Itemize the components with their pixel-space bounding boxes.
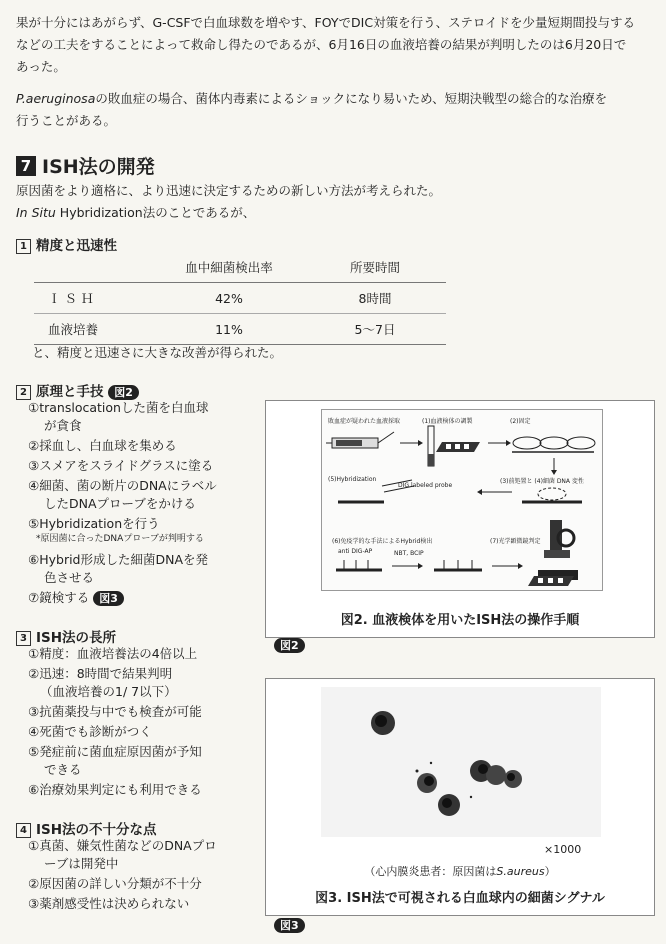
list-item: ⑤発症前に菌血症原因菌が予知	[28, 744, 202, 759]
subsection-2-heading	[16, 380, 139, 400]
arrow-icon	[400, 440, 423, 446]
subsection-number: 1	[16, 239, 31, 254]
table-cell: 5〜7日	[354, 322, 396, 337]
table-cell: ＩＳＨ	[48, 291, 98, 306]
arrow-icon	[492, 563, 523, 569]
micrograph-image	[321, 687, 601, 837]
list-item-cont: ーブは開発中	[44, 856, 119, 871]
fig3-label-badge: 図3	[274, 918, 305, 933]
section-title: ISH法の開発	[42, 156, 155, 178]
test-tube-icon	[428, 426, 434, 466]
intro-line-5: 行うことがある。	[16, 113, 117, 128]
list-item: ⑥治療効果判定にも利用できる	[28, 782, 202, 797]
list-item-text: ⑦鏡検する	[28, 590, 90, 605]
color-icon	[434, 560, 482, 570]
list-item-cont: （血液培養の1/ 7以下）	[40, 684, 177, 699]
fig3-magnification: ×1000	[544, 843, 582, 856]
section-7-line-1: 原因菌をより適格に、より迅速に決定するための新しい方法が考えられた。	[16, 183, 442, 198]
intro-line-2: などの工夫をすることによって救命し得たのであるが、6月16日の血液培養の結果が判明したのは6月20日で	[16, 37, 627, 52]
fig2-drawing	[322, 410, 602, 590]
s1-after-text: と、精度と迅速さに大きな改善が得られた。	[32, 345, 283, 360]
fig2-anti-label: anti DIG-AP	[338, 548, 373, 555]
intro-line-3: あった。	[16, 59, 66, 74]
arrow-left-icon	[477, 489, 512, 495]
fig2-label-badge: 図2	[274, 638, 305, 653]
intro-line-1: 果が十分にはあがらず、G-CSFで白血球数を増やす、FOYでDIC対策を行う、ステロイドを少量短期間投与する	[16, 15, 635, 30]
list-item	[28, 588, 124, 608]
table-row	[34, 314, 446, 345]
fig2-diagram	[321, 409, 603, 591]
section-7-heading	[16, 152, 155, 179]
organism-name: P.aeruginosa	[16, 91, 96, 106]
fig2-step-1: (1)血液検体の調製	[422, 418, 473, 425]
subsection-4-heading	[16, 818, 157, 838]
subsection-1-heading	[16, 234, 117, 254]
table-cell: 8時間	[358, 291, 392, 306]
subsection-number: 2	[16, 385, 31, 400]
table-header: 血中細菌検出率	[185, 260, 273, 275]
list-item: ②原因菌の詳しい分類が不十分	[28, 876, 202, 891]
subsection-title: ISH法の不十分な点	[36, 822, 157, 838]
list-item: ①真菌、嫌気性菌などのDNAプロ	[28, 838, 217, 853]
list-item: ③抗菌薬投与中でも検査が可能	[28, 704, 202, 719]
table-cell: 42%	[215, 290, 243, 306]
list-item: ④死菌でも診断がつく	[28, 724, 152, 739]
subsection-title: ISH法の長所	[36, 630, 117, 646]
list-item-cont: できる	[44, 762, 82, 777]
list-item: ②迅速：8時間で結果判明	[28, 666, 173, 681]
subsection-3-heading	[16, 626, 116, 646]
comparison-table	[34, 252, 446, 345]
list-item-cont: 色させる	[44, 570, 95, 585]
fig2-caption: 図2. 血液検体を用いたISH法の操作手順	[340, 613, 580, 628]
fig2-probe-label: DIG labeled probe	[398, 482, 453, 489]
subsection-number: 4	[16, 823, 31, 838]
fig2-badge: 図2	[108, 385, 139, 400]
fig3-patient-note	[266, 863, 654, 879]
fig2-nbt-label: NBT, BCIP	[394, 550, 424, 557]
detection-icon	[336, 560, 382, 570]
fig3-caption: 図3. ISH法で可視される白血球内の細菌シグナル	[315, 891, 605, 906]
arrow-icon	[392, 563, 423, 569]
intro-line-4-text: の敗血症の場合、菌体内毒素によるショックになり易いため、短期決戦型の総合的な治療を	[95, 91, 608, 106]
in-situ-text: In Situ	[16, 205, 56, 220]
table-header: 所要時間	[349, 260, 400, 275]
list-item: ①translocationした菌を白血球	[28, 400, 209, 415]
subsection-number: 3	[16, 631, 31, 646]
table-cell: 11%	[215, 321, 243, 337]
slide-icon	[528, 576, 574, 586]
fig2-step-5: (5)Hybridization	[328, 476, 377, 483]
fig2-step-3: (3)前処置と (4)細菌 DNA 変性	[500, 478, 584, 485]
list-item-note: *原因菌に合ったDNAプローブが判明する	[36, 534, 204, 544]
arrow-down-icon	[551, 458, 557, 475]
list-item: ②採血し、白血球を集める	[28, 438, 177, 453]
cells-icon	[512, 437, 595, 452]
fig3-badge: 図3	[93, 591, 124, 606]
fig2-step-0: 敗血症が疑われた血液採取	[328, 418, 401, 425]
subsection-title: 原理と手技	[36, 384, 104, 400]
slide-icon	[436, 442, 480, 452]
section-number: 7	[16, 156, 36, 176]
list-item-cont: したDNAプローブをかける	[44, 496, 196, 511]
fig2-frame	[265, 400, 655, 638]
fig3-organism: S.aureus	[496, 865, 545, 878]
table-row	[34, 283, 446, 314]
list-item: ③スメアをスライドグラスに塗る	[28, 458, 214, 473]
fig3-micrograph	[321, 687, 601, 837]
fig2-step-2: (2)固定	[510, 418, 531, 425]
list-item: ④細菌、菌の断片のDNAにラベル	[28, 478, 217, 493]
list-item: ①精度：血液培養法の4倍以上	[28, 646, 198, 661]
section-7-line-2	[16, 202, 255, 224]
arrow-icon	[488, 440, 511, 446]
section-7-line-2-text: Hybridization法のことであるが、	[55, 205, 256, 220]
table-cell: 血液培養	[48, 322, 99, 337]
list-item: ⑤Hybridizationを行う	[28, 516, 160, 531]
fig3-frame	[265, 678, 655, 916]
microscope-icon	[538, 520, 578, 580]
list-item: ③薬剤感受性は決められない	[28, 896, 190, 911]
fig2-step-7: (7)光学顕微鏡判定	[490, 538, 541, 545]
syringe-icon	[326, 432, 394, 448]
denature-icon	[522, 488, 582, 502]
table-header-row	[34, 252, 446, 283]
fig2-step-6: (6)免疫学的な手法によるHybrid検出	[332, 538, 433, 545]
list-item: ⑥Hybrid形成した細菌DNAを発	[28, 552, 209, 567]
fig3-patient-text: （心内膜炎患者：原因菌は	[364, 865, 497, 878]
subsection-title: 精度と迅速性	[36, 238, 117, 254]
list-item-cont: が貪食	[44, 418, 82, 433]
fig3-patient-close: ）	[544, 865, 556, 878]
intro-line-4	[16, 88, 607, 110]
